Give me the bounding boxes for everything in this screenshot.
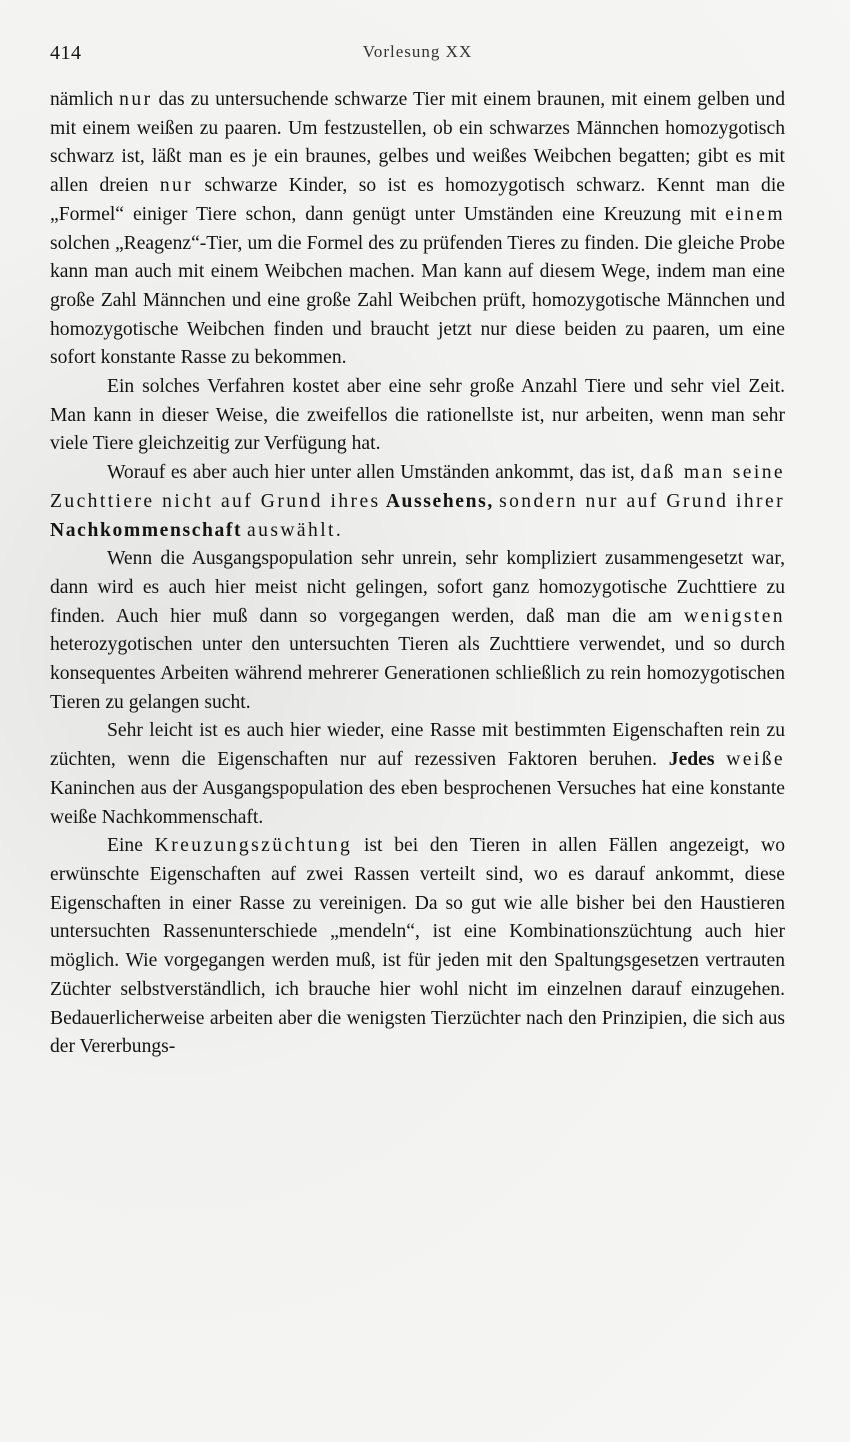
emphasized-text: daß man seine Zuchttiere nicht auf Grund ihres <box>50 462 786 512</box>
text-run: schwarze Kinder, so ist es homozygotisch schwarz. Kennt man die „Formel“ einiger Tiere schon, dann genügt unter Umständen eine Kreuzung mit <box>50 175 785 225</box>
text-run: Ein solches Verfahren kostet aber eine sehr große Anzahl Tiere und sehr viel Zeit. Man kann in dieser Weise, die zweifellos die rationellste ist, nur arbeiten, wenn man sehr viele Tiere gleichzeitig zur Verfügung hat. <box>50 376 785 455</box>
emphasized-text: nur <box>119 89 153 110</box>
page-number: 414 <box>50 42 82 64</box>
emphasized-text: weiße <box>726 749 785 771</box>
text-run: Sehr leicht ist es auch hier wieder, eine Rasse mit bestimmten Eigenschaften rein zu züchten, wenn die Eigenschaften nur auf rezessiven Faktoren beruhen. <box>50 720 785 771</box>
text-run: nämlich <box>50 89 120 110</box>
emphasized-text: Jedes <box>668 749 715 771</box>
emphasized-text: sondern nur auf Grund ihrer <box>499 490 785 512</box>
emphasized-text: Nachkommenschaft <box>50 519 243 541</box>
body-text <box>50 86 785 1062</box>
text-run: Eine <box>107 835 155 857</box>
running-head: Vorlesung XX <box>362 42 473 61</box>
text-run: heterozygotischen unter den untersuchten Tieren als Zuchttiere verwendet, und so durch konsequentes Arbeiten während mehrerer Generationen schließlich zu rein homozygotischen Tieren zu gelangen sucht. <box>50 634 785 713</box>
emphasized-text: wenigsten <box>683 605 785 627</box>
text-run: Kaninchen aus der Ausgangspopulation des eben besprochenen Versuches hat eine konstante weiße Nachkommenschaft. <box>50 777 785 828</box>
paragraph <box>50 86 785 373</box>
text-run: das zu untersuchende schwarze Tier mit einem braunen, mit einem gelben und mit einem weißen zu paaren. Um festzustellen, ob ein schwarzes Männchen homozygotisch schwarz ist, läßt man es je ein braunes, gelbes und weißes Weibchen begatten; gibt es mit allen dreien <box>50 89 785 197</box>
text-run: Worauf es aber auch hier unter allen Umständen ankommt, das ist, <box>107 462 641 484</box>
paragraph <box>50 459 785 545</box>
text-run: Wenn die Ausgangspopulation sehr unrein, sehr kompliziert zusammengesetzt war, dann wird es auch hier meist nicht gelingen, sofort ganz homozygotische Zuchttiere zu finden. Auch hier muß dann so vorgegangen werden, daß man die am <box>50 548 785 627</box>
page-header <box>50 42 785 72</box>
paragraph <box>50 373 785 459</box>
text-run: solchen „Reagenz“-Tier, um die Formel des zu prüfenden Tieres zu finden. Die gleiche Probe kann man auch mit einem Weibchen machen. Man kann auf diesem Wege, indem man eine große Zahl Männchen und eine große Zahl Weibchen prüft, homozygotische Männchen und homozygotische Weibchen finden und braucht jetzt nur diese beiden zu paaren, um eine sofort konstante Rasse zu bekommen. <box>50 232 785 369</box>
emphasized-text: Aussehens, <box>385 490 494 512</box>
text-run: ist bei den Tieren in allen Fällen angezeigt, wo erwünschte Eigenschaften auf zwei Rassen verteilt sind, wo es darauf ankommt, diese Eigenschaften in einer Rasse zu vereinigen. Da so gut wie alle bisher bei den Haustieren untersuchten Rassenunterschiede „mendeln“, ist eine Kombinationszüchtung auch hier möglich. Wie vorgegangen werden muß, ist für jeden mit den Spaltungsgesetzen vertrauten Züchter selbstverständlich, ich brauche hier wohl nicht im einzelnen darauf einzugehen. Bedauerlicherweise arbeiten aber die wenigsten Tierzüchter nach den Prinzipien, die sich aus der Vererbungs- <box>50 835 785 1058</box>
paragraph <box>50 545 785 717</box>
emphasized-text: einem <box>725 203 785 225</box>
emphasized-text: auswählt. <box>247 519 344 541</box>
emphasized-text: Kreuzungszüchtung <box>154 835 353 857</box>
paragraph <box>50 717 785 832</box>
paragraph <box>50 832 785 1062</box>
text-run <box>715 749 727 770</box>
emphasized-text: nur <box>159 175 194 197</box>
